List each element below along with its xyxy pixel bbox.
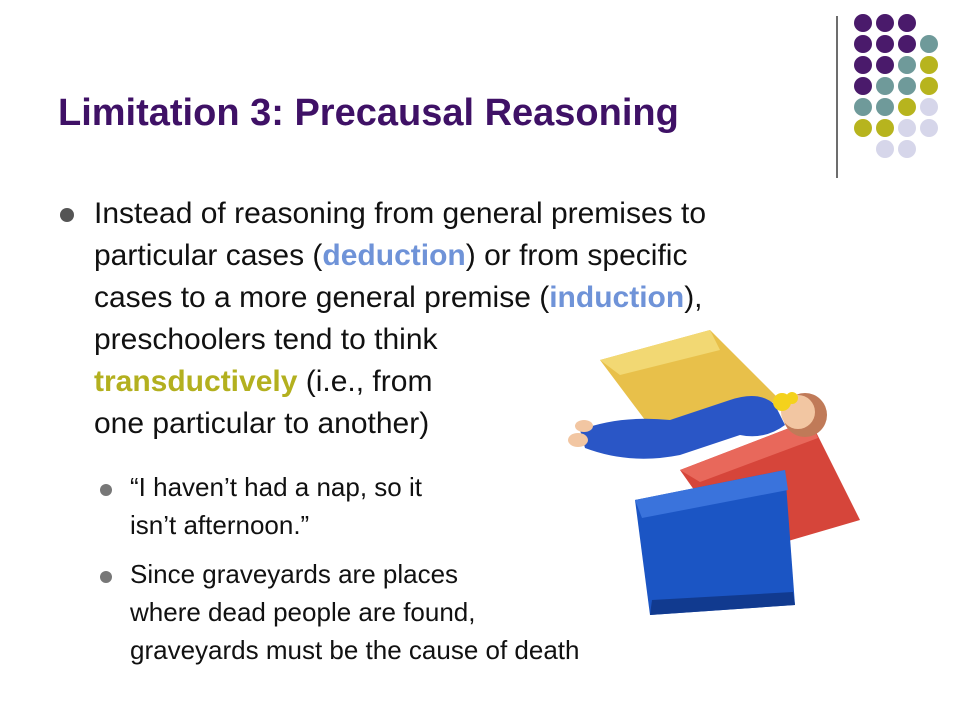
dot bbox=[876, 77, 894, 95]
dot bbox=[920, 119, 938, 137]
text: graveyards must be the cause of death bbox=[130, 635, 580, 665]
dot bbox=[920, 98, 938, 116]
dot bbox=[876, 98, 894, 116]
sub-bullet-icon bbox=[100, 484, 112, 496]
dot bbox=[876, 119, 894, 137]
dot bbox=[898, 35, 916, 53]
dot bbox=[854, 98, 872, 116]
term-deduction: deduction bbox=[322, 239, 466, 272]
body-line bbox=[94, 407, 429, 441]
sub-bullet-line bbox=[130, 635, 580, 666]
sub-bullet-icon bbox=[100, 571, 112, 583]
dot bbox=[854, 35, 872, 53]
text: particular cases ( bbox=[94, 239, 323, 272]
text: where dead people are found, bbox=[130, 597, 476, 627]
dot bbox=[854, 14, 872, 32]
sub-bullet-line bbox=[130, 597, 476, 628]
dot bbox=[854, 77, 872, 95]
divider-line bbox=[836, 16, 838, 178]
dot bbox=[876, 14, 894, 32]
term-induction: induction bbox=[549, 281, 685, 314]
bullet-icon bbox=[60, 208, 74, 222]
sub-bullet-line bbox=[130, 472, 422, 503]
decorative-dot-grid bbox=[842, 14, 952, 154]
term-transductively: transductively bbox=[94, 365, 298, 398]
dot bbox=[854, 56, 872, 74]
body-line bbox=[94, 323, 438, 357]
text: one particular to another) bbox=[94, 407, 430, 440]
dot bbox=[898, 140, 916, 158]
dot bbox=[876, 140, 894, 158]
text: cases to a more general premise ( bbox=[94, 281, 550, 314]
text: “I haven’t had a nap, so it bbox=[130, 472, 422, 502]
body-line bbox=[94, 281, 703, 315]
sub-bullet-line bbox=[130, 559, 458, 590]
dot bbox=[876, 35, 894, 53]
body-line bbox=[94, 365, 432, 399]
dot bbox=[876, 56, 894, 74]
text: preschoolers tend to think bbox=[94, 323, 438, 356]
text: isn’t afternoon.” bbox=[130, 510, 310, 540]
dot bbox=[898, 56, 916, 74]
slide-title: Limitation 3: Precausal Reasoning bbox=[58, 92, 679, 134]
dot bbox=[920, 56, 938, 74]
text: Instead of reasoning from general premises to bbox=[94, 197, 706, 230]
body-line bbox=[94, 197, 706, 231]
sub-bullet-line bbox=[130, 510, 309, 541]
text: ), bbox=[684, 281, 703, 314]
child-on-pillows-image bbox=[560, 330, 890, 620]
dot bbox=[898, 77, 916, 95]
dot bbox=[920, 77, 938, 95]
body-line bbox=[94, 239, 687, 273]
dot bbox=[920, 35, 938, 53]
text: (i.e., from bbox=[297, 365, 433, 398]
text: Since graveyards are places bbox=[130, 559, 459, 589]
dot bbox=[854, 119, 872, 137]
dot bbox=[898, 98, 916, 116]
text: ) or from specific bbox=[465, 239, 688, 272]
dot bbox=[898, 14, 916, 32]
dot bbox=[898, 119, 916, 137]
